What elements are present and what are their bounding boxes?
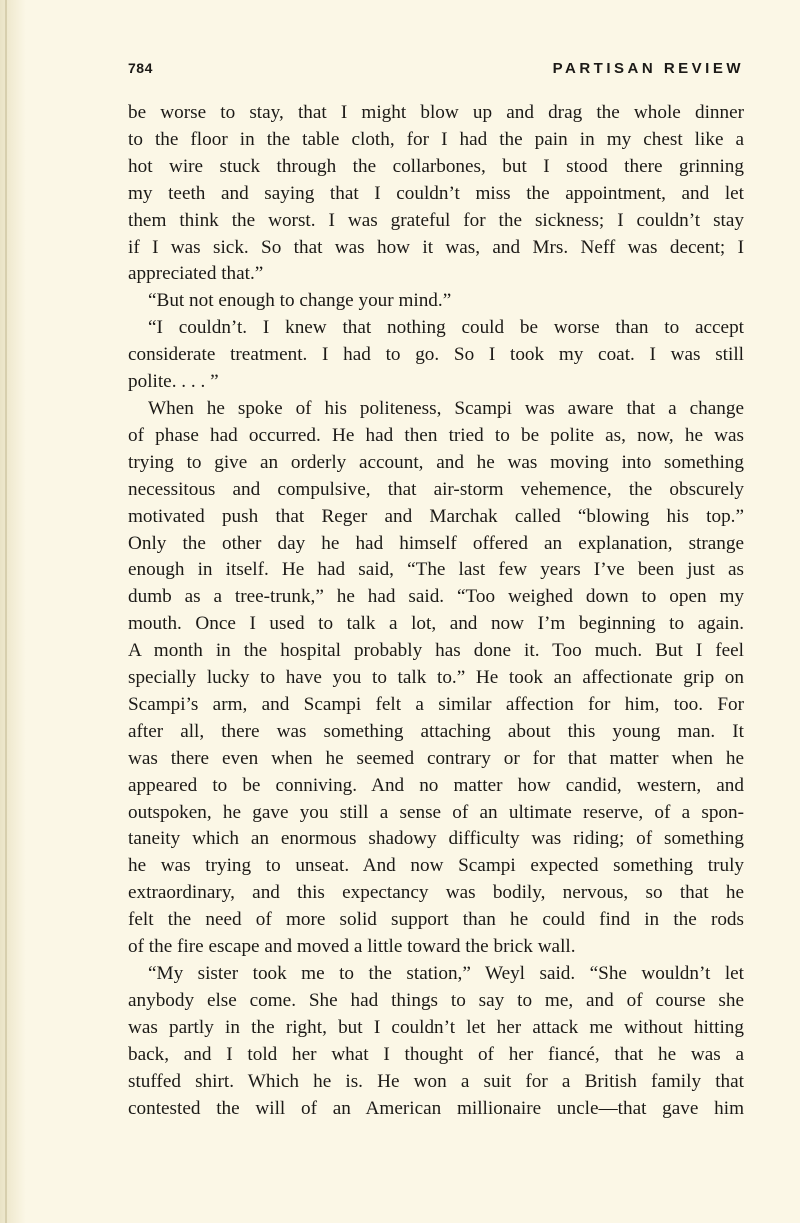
text-line: “But not enough to change your mind.” bbox=[148, 290, 452, 312]
text-line: taneity which an enormous shadowy difficulty was riding; of something bbox=[128, 828, 744, 850]
text-line: back, and I told her what I thought of her fiancé, that he was a bbox=[128, 1043, 744, 1065]
text-line: dumb as a tree-trunk,” he had said. “Too weighed down to open my bbox=[128, 586, 744, 608]
text-line: Scampi’s arm, and Scampi felt a similar affection for him, too. For bbox=[128, 693, 744, 715]
text-line: my teeth and saying that I couldn’t miss the appointment, and let bbox=[128, 182, 744, 204]
text-line: “I couldn’t. I knew that nothing could be worse than to accept bbox=[148, 317, 744, 339]
body-text bbox=[128, 100, 744, 1122]
text-line: after all, there was something attaching about this young man. It bbox=[128, 720, 744, 742]
text-line: contested the will of an American millionaire uncle—that gave him bbox=[128, 1097, 744, 1119]
text-line: anybody else come. She had things to say to me, and of course she bbox=[128, 989, 744, 1011]
text-line: considerate treatment. I had to go. So I took my coat. I was still bbox=[128, 344, 744, 366]
text-line: of phase had occurred. He had then tried to be polite as, now, he was bbox=[128, 424, 744, 446]
book-gutter bbox=[0, 0, 26, 1223]
text-line: was partly in the right, but I couldn’t let her attack me without hitting bbox=[128, 1016, 744, 1038]
text-line: A month in the hospital probably has done it. Too much. But I feel bbox=[128, 640, 744, 662]
page-header bbox=[128, 60, 744, 82]
page-number: 784 bbox=[128, 60, 153, 76]
running-head: PARTISAN REVIEW bbox=[552, 60, 744, 77]
text-line: hot wire stuck through the collarbones, but I stood there grinning bbox=[128, 155, 744, 177]
text-line: of the fire escape and moved a little toward the brick wall. bbox=[128, 936, 576, 958]
text-line: “My sister took me to the station,” Weyl said. “She wouldn’t let bbox=[148, 963, 744, 984]
text-line: to the floor in the table cloth, for I had the pain in my chest like a bbox=[128, 128, 744, 150]
text-line: outspoken, he gave you still a sense of an ultimate reserve, of a spon- bbox=[128, 801, 744, 823]
text-line: appeared to be conniving. And no matter how candid, western, and bbox=[128, 774, 744, 796]
text-line: them think the worst. I was grateful for the sickness; I couldn’t stay bbox=[128, 209, 744, 231]
text-line: be worse to stay, that I might blow up and drag the whole dinner bbox=[128, 102, 744, 123]
text-line: When he spoke of his politeness, Scampi was aware that a change bbox=[148, 397, 744, 419]
text-line: trying to give an orderly account, and he was moving into something bbox=[128, 451, 744, 473]
text-line: appreciated that.” bbox=[128, 263, 264, 285]
text-line: Only the other day he had himself offered an explanation, strange bbox=[128, 532, 744, 554]
text-line: specially lucky to have you to talk to.” He took an affectionate grip on bbox=[128, 667, 744, 689]
text-line: polite. . . . ” bbox=[128, 371, 219, 393]
text-line: mouth. Once I used to talk a lot, and now I’m beginning to again. bbox=[128, 613, 744, 635]
text-line: extraordinary, and this expectancy was bodily, nervous, so that he bbox=[128, 882, 744, 904]
text-line: enough in itself. He had said, “The last few years I’ve been just as bbox=[128, 559, 744, 581]
text-line: stuffed shirt. Which he is. He won a suit for a British family that bbox=[128, 1070, 744, 1092]
text-line: if I was sick. So that was how it was, and Mrs. Neff was decent; I bbox=[128, 236, 744, 258]
text-line: necessitous and compulsive, that air-storm vehemence, the obscurely bbox=[128, 478, 744, 500]
text-line: was there even when he seemed contrary or for that matter when he bbox=[128, 747, 744, 769]
text-line: he was trying to unseat. And now Scampi expected something truly bbox=[128, 855, 744, 877]
text-line: motivated push that Reger and Marchak called “blowing his top.” bbox=[128, 505, 744, 527]
text-line: felt the need of more solid support than he could find in the rods bbox=[128, 909, 744, 931]
